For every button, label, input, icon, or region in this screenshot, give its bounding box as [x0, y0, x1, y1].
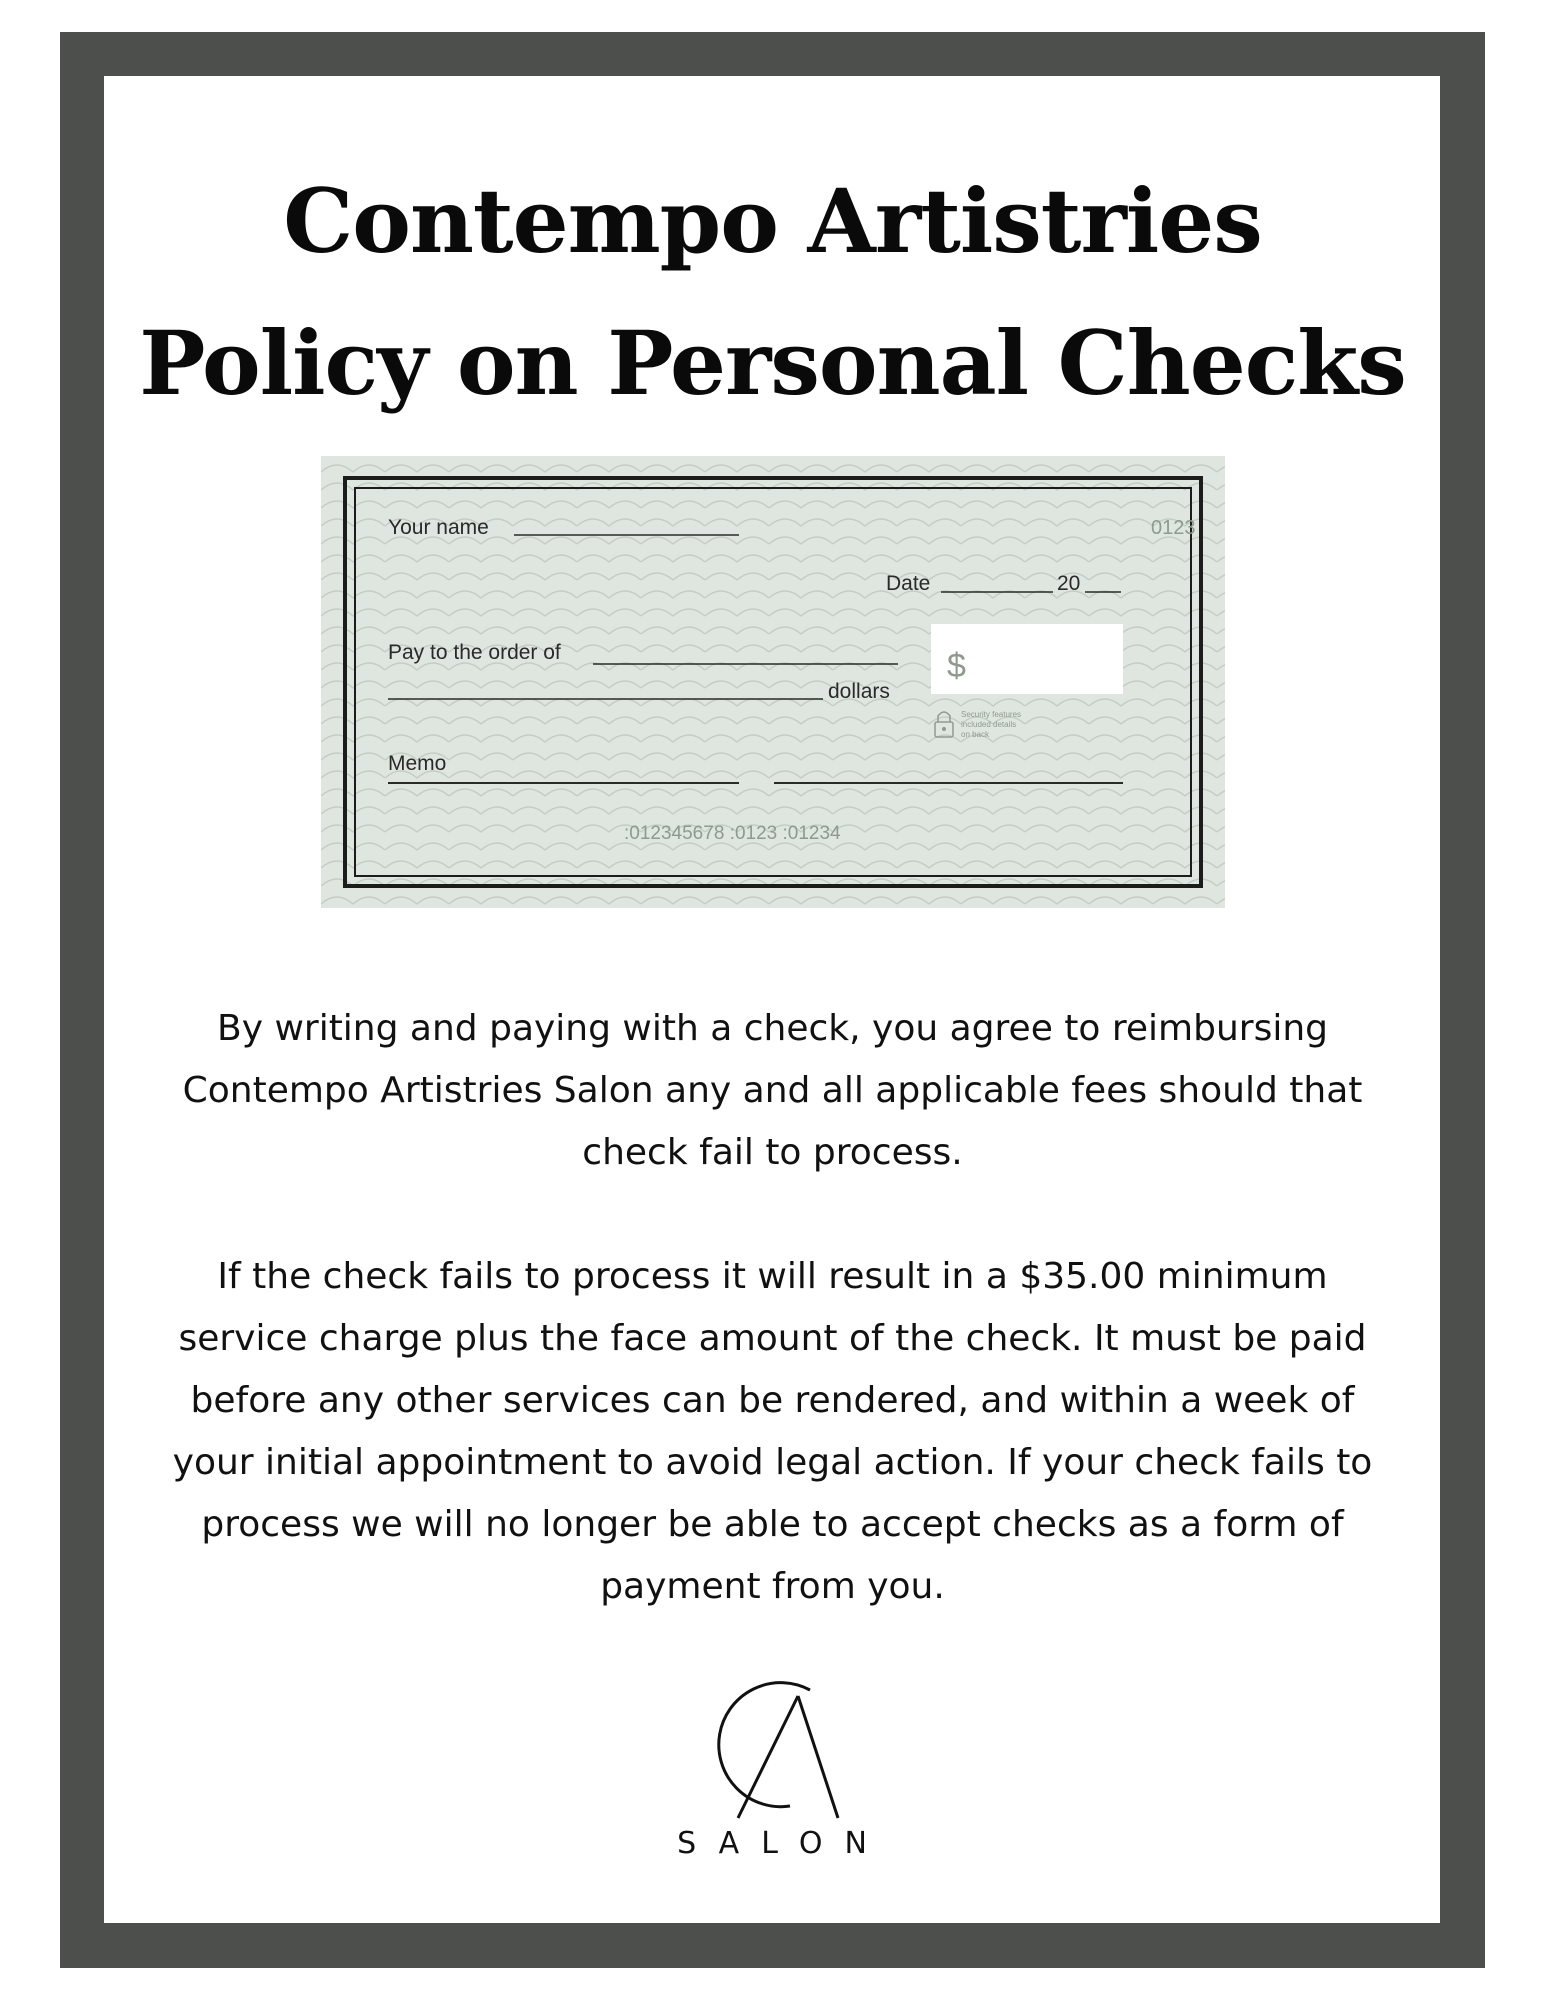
check-pay-to-label: Pay to the order of	[388, 641, 561, 664]
policy-text	[150, 998, 1395, 1618]
logo-wordmark: SALON	[677, 1826, 889, 1861]
check-micr-line: :012345678 :0123 :01234	[624, 823, 841, 844]
check-number: 0123	[1151, 517, 1196, 539]
policy-paragraph-1: By writing and paying with a check, you agree to reimbursing Contempo Artistries Salon any and all applicable fees should that check fail to process.	[182, 1008, 1363, 1173]
check-memo-label: Memo	[388, 752, 447, 775]
check-security-line-1: Security features	[961, 710, 1022, 719]
page-title	[0, 150, 1545, 434]
check-year-prefix: 20	[1057, 572, 1081, 595]
title-line-1: Contempo Artistries	[283, 169, 1262, 273]
check-date-label: Date	[886, 572, 931, 595]
title-line-2: Policy on Personal Checks	[139, 311, 1406, 415]
check-currency-symbol: $	[947, 647, 966, 685]
check-illustration	[321, 456, 1225, 908]
check-your-name-label: Your name	[388, 516, 489, 539]
check-security-line-3: on back	[961, 730, 990, 739]
policy-paragraph-2: If the check fails to process it will result in a $35.00 minimum service charge plus the face amount of the check. It must be paid before any other services can be rendered, and within a week of your initial appointment to avoid legal action. If your check fails to process we will no longer be able to accept checks as a form of payment from you.	[172, 1256, 1373, 1607]
check-security-line-2: included details	[961, 720, 1017, 729]
check-dollars-label: dollars	[828, 680, 890, 703]
